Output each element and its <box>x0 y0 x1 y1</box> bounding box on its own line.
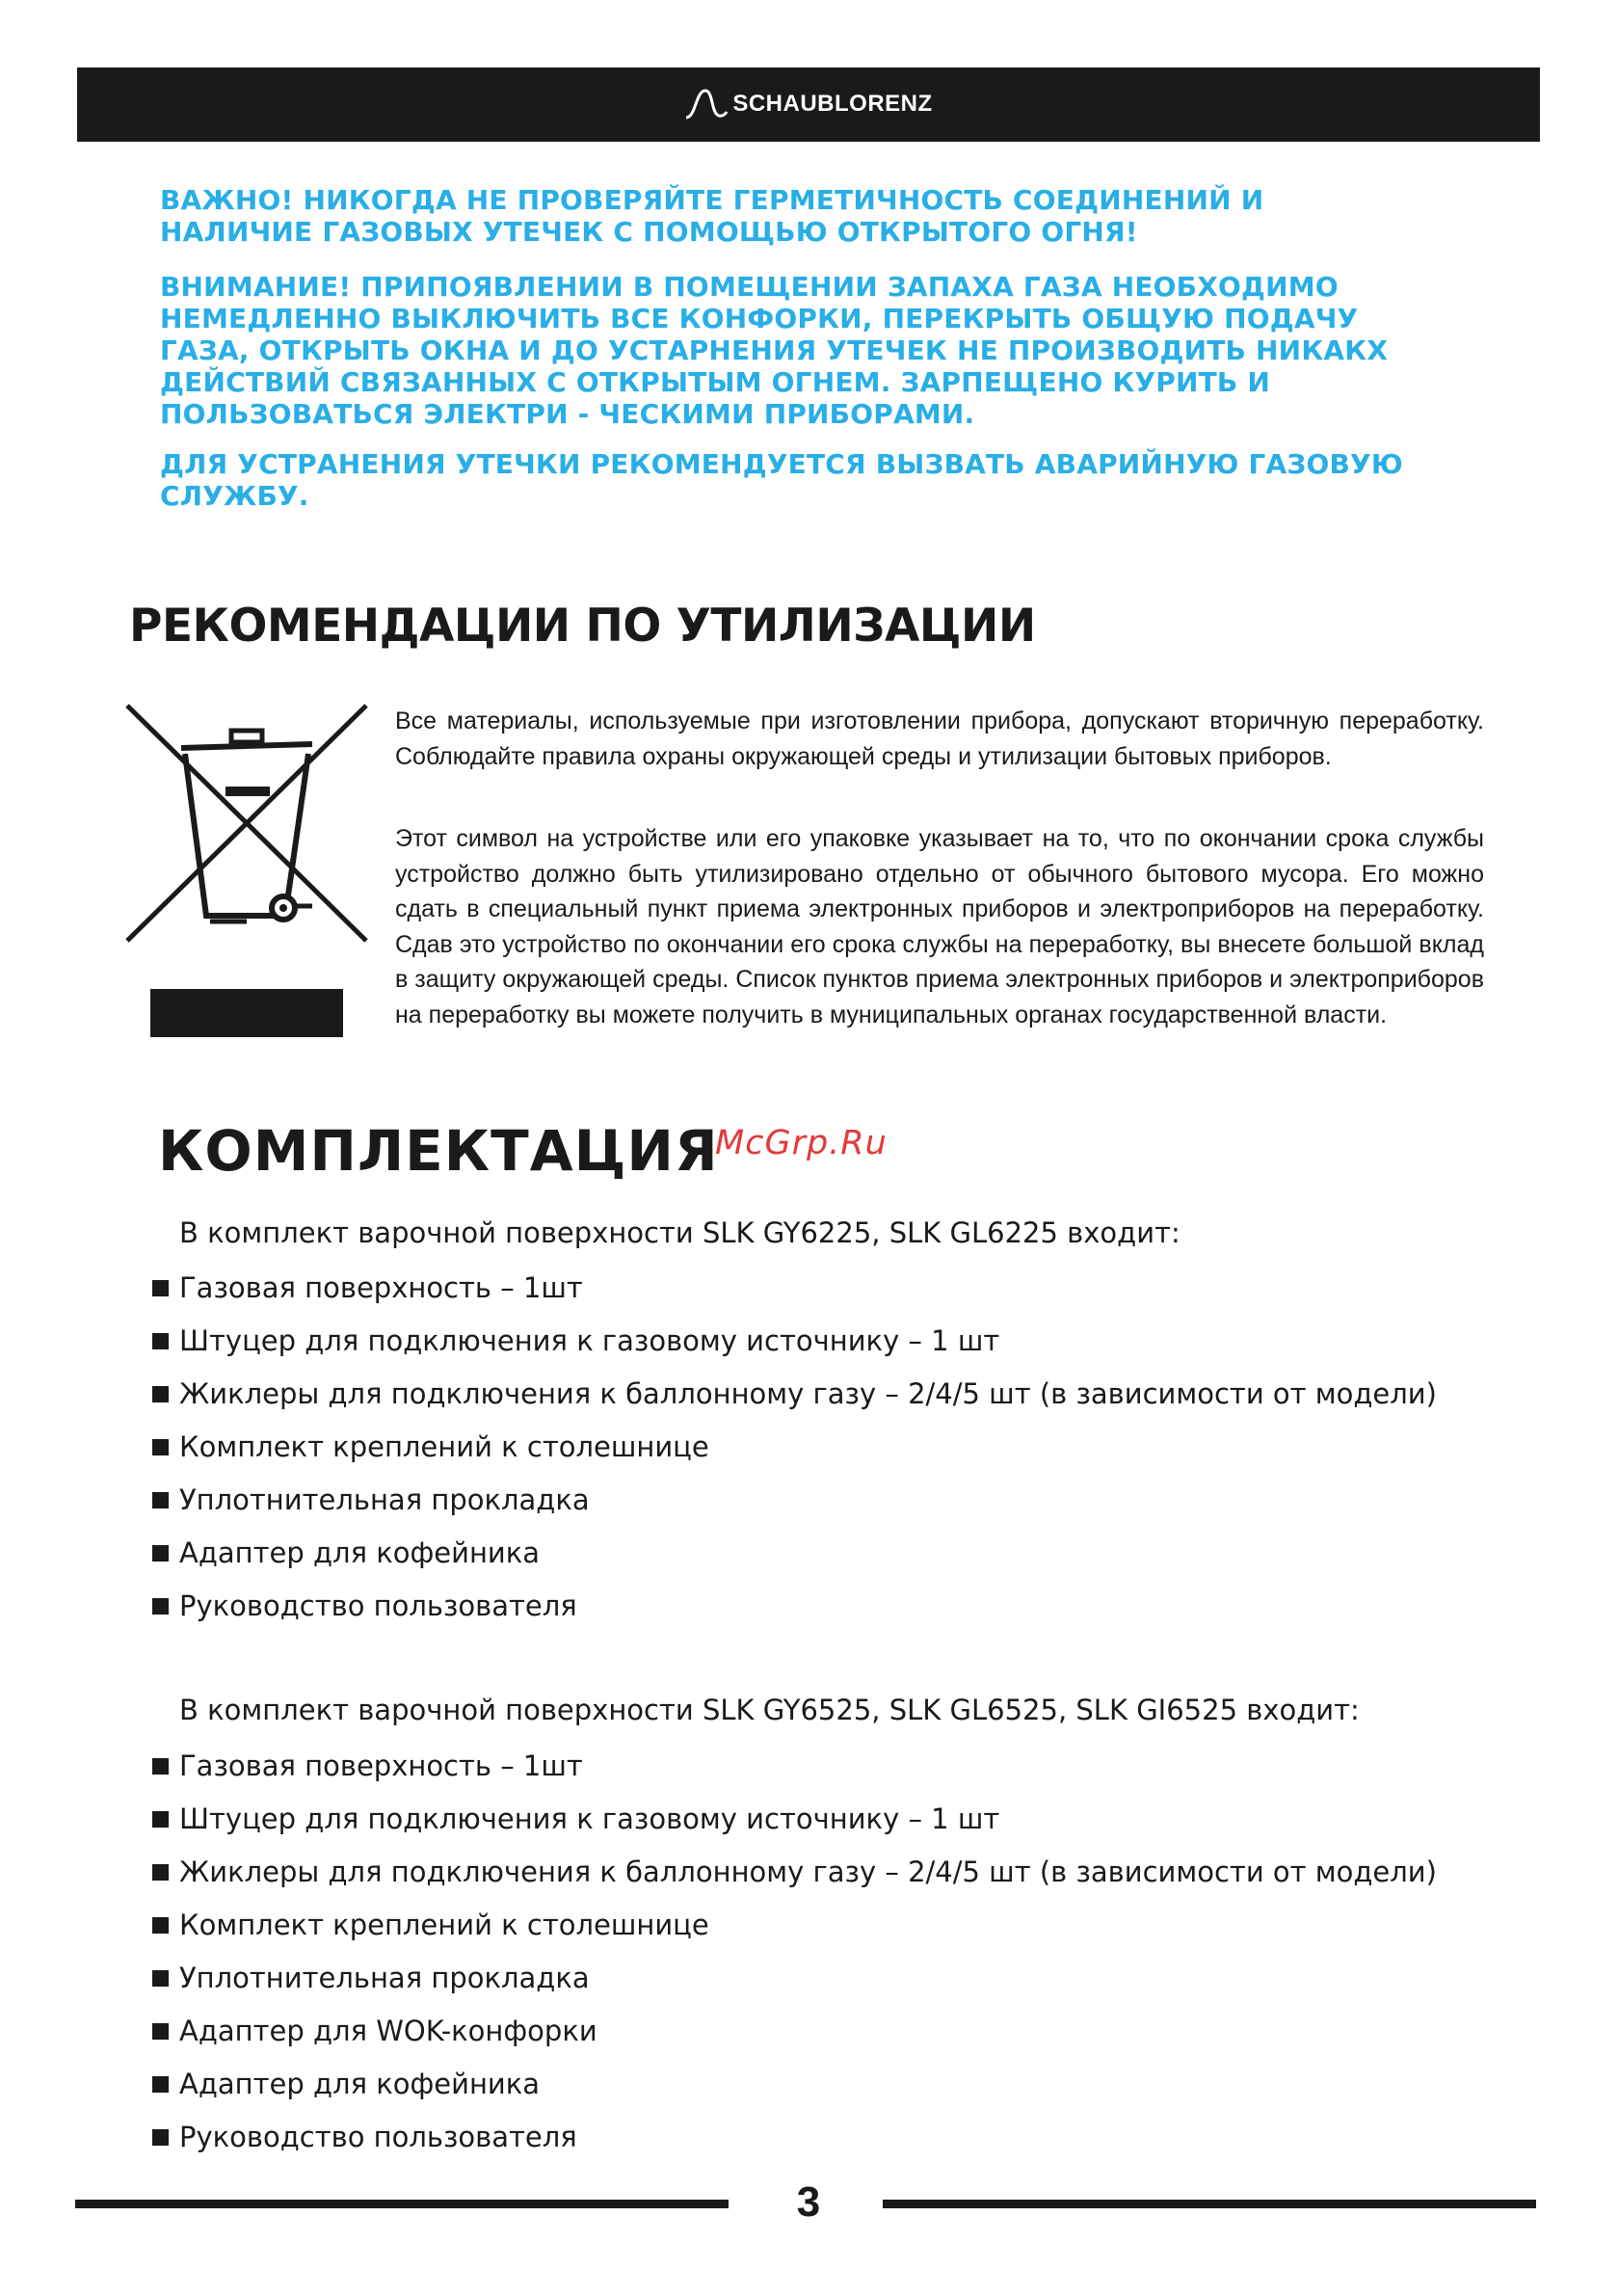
list-item-label: Адаптер для кофейника <box>179 2068 541 2100</box>
kit-list-6525 <box>152 1749 1437 2173</box>
kit-heading: КОМПЛЕКТАЦИЯ <box>158 1118 719 1184</box>
weee-bar <box>150 989 343 1037</box>
bullet-square-icon <box>152 1598 169 1615</box>
bullet-square-icon <box>152 1970 169 1987</box>
bullet-square-icon <box>152 1492 169 1508</box>
warning-emergency-service: ДЛЯ УСТРАНЕНИЯ УТЕЧКИ РЕКОМЕНДУЕТСЯ ВЫЗВАТЬ АВАРИЙНУЮ ГАЗОВУЮ СЛУЖБУ. <box>160 448 1403 512</box>
bullet-square-icon <box>152 1280 169 1296</box>
list-item <box>152 1429 1437 1482</box>
list-item <box>152 1855 1437 1908</box>
page-number: 3 <box>796 2178 821 2226</box>
bullet-square-icon <box>152 1811 169 1828</box>
list-item <box>152 1589 1437 1642</box>
footer-rule-right <box>883 2200 1536 2208</box>
list-item-label: Жиклеры для подключения к баллонному газу – 2/4/5 шт (в зависимости от модели) <box>179 1377 1437 1410</box>
list-item <box>152 1270 1437 1323</box>
bullet-square-icon <box>152 1386 169 1402</box>
bullet-square-icon <box>152 2023 169 2040</box>
bullet-square-icon <box>152 1864 169 1881</box>
list-item-label: Руководство пользователя <box>179 1589 577 1622</box>
brand-swoosh-icon <box>684 87 729 121</box>
bullet-square-icon <box>152 1333 169 1349</box>
list-item-label: Уплотнительная прокладка <box>179 1962 590 1994</box>
kit-intro-6525: В комплект варочной поверхности SLK GY6525, SLK GL6525, SLK GI6525 входит: <box>179 1694 1360 1726</box>
list-item-label: Штуцер для подключения к газовому источнику – 1 шт <box>179 1324 1000 1357</box>
brand-name: SCHAUBLORENZ <box>732 91 933 117</box>
warning-gas-smell: ВНИМАНИЕ! ПРИПОЯВЛЕНИИ В ПОМЕЩЕНИИ ЗАПАХА ГАЗА НЕОБХОДИМО НЕМЕДЛЕННО ВЫКЛЮЧИТЬ ВСЕ КОНФОРКИ, ПЕРЕКРЫТЬ ОБЩУЮ ПОДАЧУ ГАЗА, ОТКРЫТЬ ОКНА И ДО УСТАРНЕНИЯ УТЕЧЕК НЕ ПРОИЗВОДИТЬ НИКАКХ ДЕЙСТВИЙ СВЯЗАННЫХ С ОТКРЫТЫМ ОГНЕМ. ЗАРПЕЩЕНО КУРИТЬ И ПОЛЬЗОВАТЬСЯ ЭЛЕКТРИ - ЧЕСКИМИ ПРИБОРАМИ. <box>160 271 1389 430</box>
watermark-text: McGrp.Ru <box>715 1124 888 1162</box>
warning-fire-test: ВАЖНО! НИКОГДА НЕ ПРОВЕРЯЙТЕ ГЕРМЕТИЧНОСТЬ СОЕДИНЕНИЙ И НАЛИЧИЕ ГАЗОВЫХ УТЕЧЕК С ПОМОЩЬЮ ОТКРЫТОГО ОГНЯ! <box>160 184 1264 248</box>
list-item-label: Комплект креплений к столешнице <box>179 1909 709 1941</box>
bullet-square-icon <box>152 1439 169 1455</box>
list-item-label: Газовая поверхность – 1шт <box>179 1749 583 1782</box>
list-item-label: Адаптер для WOK-конфорки <box>179 2015 597 2047</box>
list-item-label: Комплект креплений к столешнице <box>179 1430 709 1463</box>
bullet-square-icon <box>152 1917 169 1934</box>
list-item <box>152 2014 1437 2067</box>
list-item <box>152 1376 1437 1429</box>
list-item <box>152 1749 1437 1802</box>
footer-rule-left <box>75 2200 729 2208</box>
list-item <box>152 1802 1437 1855</box>
header-bar <box>77 67 1540 142</box>
brand-logo <box>77 87 1540 121</box>
bullet-square-icon <box>152 2129 169 2146</box>
list-item <box>152 2120 1437 2173</box>
kit-list-6225 <box>152 1270 1437 1642</box>
recycling-paragraph-symbol: Этот символ на устройстве или его упаковке указывает на то, что по окончании срока службы устройство должно быть утилизировано отдельно от обычного бытового мусора. Его можно сдать в специальный пункт приема электронных приборов и электроприборов на переработку. Сдав это устройство по окончании его срока службы на переработку, вы внесете большой вклад в защиту окружающей среды. Список пунктов приема электронных приборов и электроприборов на переработку вы можете получить в муниципальных органах государственной власти. <box>395 825 1484 1028</box>
weee-bin-icon <box>123 702 370 956</box>
recycling-heading: РЕКОМЕНДАЦИИ ПО УТИЛИЗАЦИИ <box>129 600 1036 653</box>
list-item-label: Уплотнительная прокладка <box>179 1483 590 1516</box>
bullet-square-icon <box>152 1758 169 1775</box>
list-item <box>152 1961 1437 2014</box>
bullet-square-icon <box>152 1545 169 1562</box>
list-item <box>152 2067 1437 2120</box>
list-item-label: Жиклеры для подключения к баллонному газу – 2/4/5 шт (в зависимости от модели) <box>179 1855 1437 1888</box>
bullet-square-icon <box>152 2076 169 2093</box>
list-item <box>152 1482 1437 1535</box>
list-item <box>152 1535 1437 1589</box>
list-item <box>152 1323 1437 1376</box>
list-item-label: Адаптер для кофейника <box>179 1536 541 1569</box>
list-item-label: Штуцер для подключения к газовому источнику – 1 шт <box>179 1802 1000 1835</box>
list-item <box>152 1908 1437 1961</box>
kit-intro-6225: В комплект варочной поверхности SLK GY6225, SLK GL6225 входит: <box>179 1216 1180 1249</box>
list-item-label: Газовая поверхность – 1шт <box>179 1271 583 1304</box>
list-item-label: Руководство пользователя <box>179 2121 577 2153</box>
recycling-paragraph-materials: Все материалы, используемые при изготовлении прибора, допускают вторичную переработку. Соблюдайте правила охраны окружающей среды и утилизации бытовых приборов. <box>395 707 1484 770</box>
